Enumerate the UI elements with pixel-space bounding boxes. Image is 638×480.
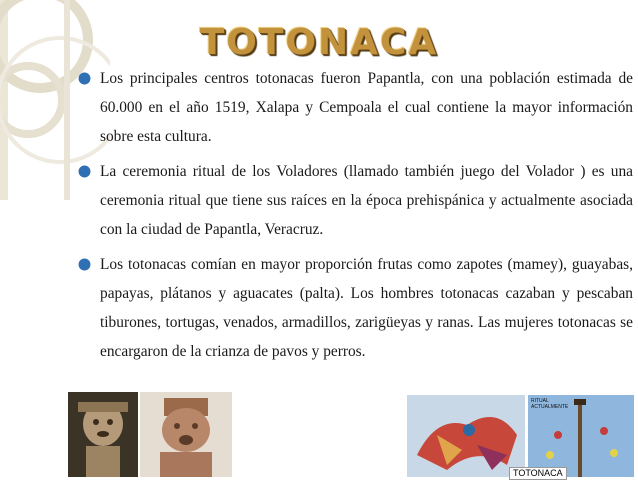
bullet-text: La ceremonia ritual de los Voladores (llamado también juego del Volador ) es una ceremonia ritual que tiene sus raíces en la época prehispánica y actualmente asociada con la ciudad de Papantla, Veracruz.: [100, 163, 633, 238]
bullet-text: Los principales centros totonacas fueron Papantla, con una población estimada de 60.000 en el año 1519, Xalapa y Cempoala el cual contiene la mayor información sobre esta cultura.: [100, 70, 633, 145]
bullet-icon: [78, 165, 91, 178]
photo-small-text: RITUAL ACTUALMENTE: [531, 398, 569, 410]
totonaca-figurine-photo: [68, 392, 138, 477]
bullet-list: [78, 64, 633, 366]
bullet-text: Los totonacas comían en mayor proporción frutas como zapotes (mamey), guayabas, papayas, plátanos y aguacates (palta). Los hombres totonacas cazaban y pescaban tiburones, tortugas, venados, armadillos, zarigüeyas y ranas. Las mujeres totonacas se encargaron de la crianza de pavos y perros.: [100, 256, 633, 360]
bullet-item: [78, 64, 633, 151]
bullet-icon: [78, 258, 91, 271]
bullet-item: [78, 157, 633, 244]
bullet-icon: [78, 72, 91, 85]
photo-caption: TOTONACA: [509, 467, 567, 480]
voladores-mural-photo: [407, 395, 525, 477]
totonaca-clay-sculpture-photo: [140, 392, 232, 477]
bullet-item: [78, 250, 633, 366]
slide-title: TOTONACA: [199, 22, 439, 63]
